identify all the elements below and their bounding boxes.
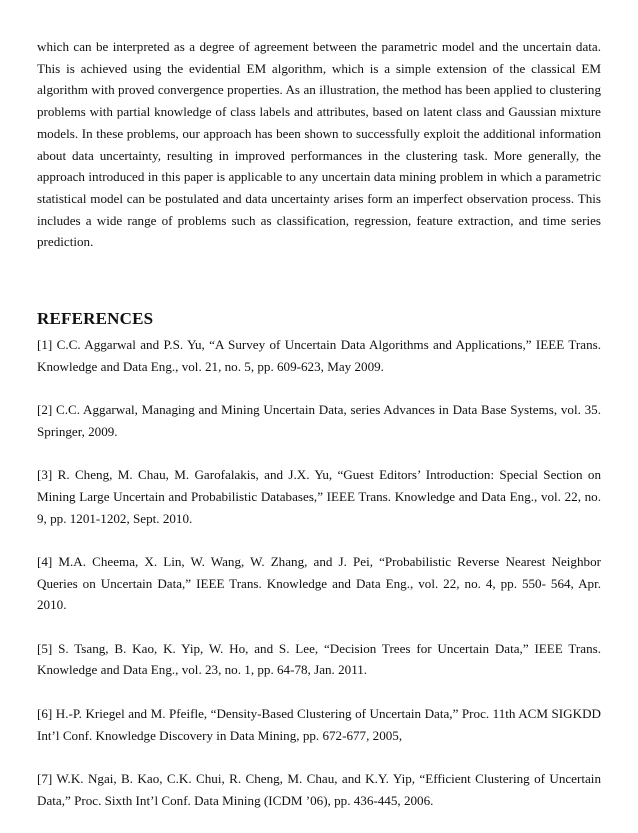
reference-item: [6] H.-P. Kriegel and M. Pfeifle, “Density-Based Clustering of Uncertain Data,” Proc. 11th ACM SIGKDD Int’l Conf. Knowledge Discovery in Data Mining, pp. 672-677, 2005, xyxy=(37,705,601,743)
reference-item: [4] M.A. Cheema, X. Lin, W. Wang, W. Zhang, and J. Pei, “Probabilistic Reverse Nearest Neighbor Queries on Uncertain Data,” IEEE Trans. Knowledge and Data Eng., vol. 22, no. 4, pp. 550- 564, Apr. 2010. xyxy=(37,553,601,613)
reference-item: [3] R. Cheng, M. Chau, M. Garofalakis, and J.X. Yu, “Guest Editors’ Introduction: Special Section on Mining Large Uncertain and Probabilistic Databases,” IEEE Trans. Knowledge and Data Eng., vol. 22, no. 9, pp. 1201-1202, Sept. 2010. xyxy=(37,467,601,526)
reference-item: [5] S. Tsang, B. Kao, K. Yip, W. Ho, and S. Lee, “Decision Trees for Uncertain Data,” IEEE Trans. Knowledge and Data Eng., vol. 23, no. 1, pp. 64-78, Jan. 2011. xyxy=(37,640,601,678)
body-paragraph: which can be interpreted as a degree of agreement between the parametric model and the uncertain data. This is achieved using the evidential EM algorithm, which is a simple extension of the classical EM algorithm with proved convergence properties. As an illustration, the method has been applied to clustering problems with partial knowledge of class labels and attributes, based on latent class and Gaussian mixture models. In these problems, our approach has been shown to successfully exploit the additional information about data uncertainty, resulting in improved performances in the clustering task. More generally, the approach introduced in this paper is applicable to any uncertain data mining problem in which a parametric statistical model can be postulated and data uncertainty arises form an imperfect observation process. This includes a wide range of problems such as classification, regression, feature extraction, and time series prediction. xyxy=(37,39,601,250)
reference-item: [7] W.K. Ngai, B. Kao, C.K. Chui, R. Cheng, M. Chau, and K.Y. Yip, “Efficient Clustering of Uncertain Data,” Proc. Sixth Int’l Conf. Data Mining (ICDM ’06), pp. 436-445, 2006. xyxy=(37,770,601,808)
reference-item: [2] C.C. Aggarwal, Managing and Mining Uncertain Data, series Advances in Data Base Systems, vol. 35. Springer, 2009. xyxy=(37,402,601,439)
document-page xyxy=(37,36,601,808)
reference-item: [1] C.C. Aggarwal and P.S. Yu, “A Survey of Uncertain Data Algorithms and Applications,” IEEE Trans. Knowledge and Data Eng., vol. 21, no. 5, pp. 609-623, May 2009. xyxy=(37,337,601,374)
references-heading: REFERENCES xyxy=(37,309,154,328)
references-list xyxy=(37,334,601,833)
